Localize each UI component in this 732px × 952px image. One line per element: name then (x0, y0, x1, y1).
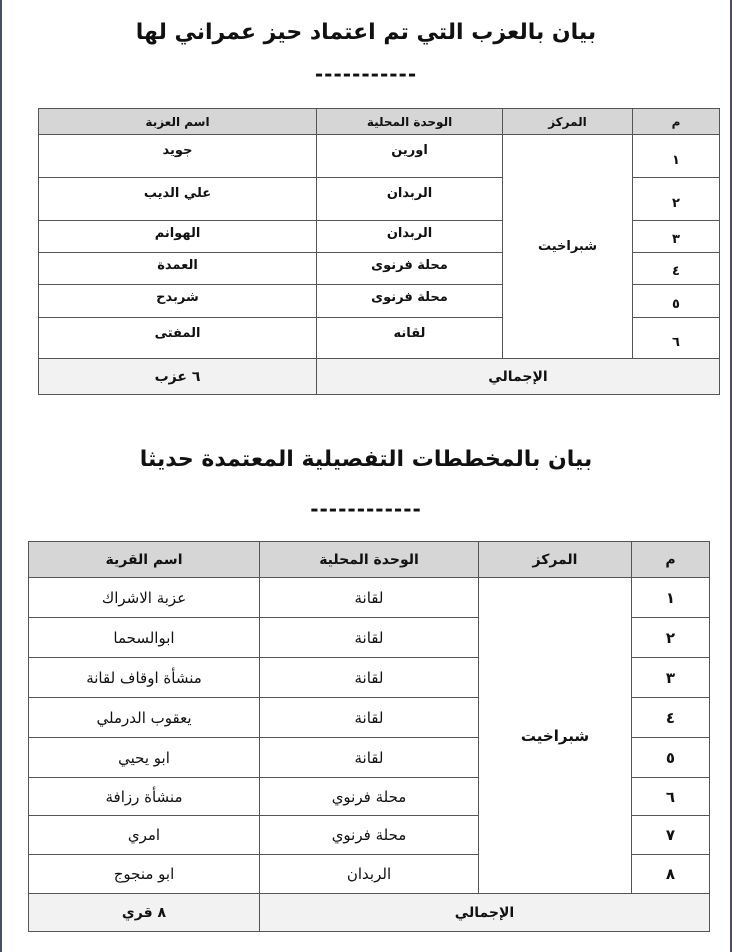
section2-title: بيان بالمخططات التفصيلية المعتمدة حديثا (139, 447, 593, 472)
name-cell: المفتى (39, 318, 317, 359)
name-cell: منشأة اوقاف لقانة (29, 658, 260, 698)
unit-cell: لقانة (260, 578, 479, 618)
name-cell: ابو منجوج (29, 855, 260, 894)
total-value: ٨ قري (29, 894, 260, 932)
row-number: ٧ (632, 816, 710, 855)
row-number: ٨ (632, 855, 710, 894)
total-label: الإجمالي (317, 359, 720, 395)
section1-divider: ----------- (314, 62, 418, 86)
unit-cell: لقانه (317, 318, 503, 359)
unit-cell: محلة فرنوى (317, 285, 503, 318)
unit-cell: لقانة (260, 658, 479, 698)
name-cell: علي الديب (39, 178, 317, 221)
row-number: ٢ (633, 178, 720, 221)
section2-table (28, 541, 710, 932)
table-header-row (39, 109, 720, 135)
row-number: ١ (632, 578, 710, 618)
header-markaz: المركز (503, 109, 633, 135)
name-cell: العمدة (39, 253, 317, 285)
name-cell: ابو يحيي (29, 738, 260, 778)
section2-divider: ------------ (310, 497, 422, 521)
total-row (39, 359, 720, 395)
header-markaz: المركز (479, 542, 632, 578)
header-unit: الوحدة المحلية (260, 542, 479, 578)
header-unit: الوحدة المحلية (317, 109, 503, 135)
table-row (29, 578, 710, 618)
header-m: م (632, 542, 710, 578)
name-cell: شربدح (39, 285, 317, 318)
table-row (39, 135, 720, 178)
total-label: الإجمالي (260, 894, 710, 932)
unit-cell: لقانة (260, 618, 479, 658)
row-number: ٢ (632, 618, 710, 658)
name-cell: عزبة الاشراك (29, 578, 260, 618)
unit-cell: محلة فرنوي (260, 778, 479, 816)
total-row (29, 894, 710, 932)
unit-cell: الربدان (260, 855, 479, 894)
name-cell: الهوانم (39, 221, 317, 253)
unit-cell: الربدان (317, 178, 503, 221)
name-cell: يعقوب الدرملي (29, 698, 260, 738)
name-cell: ابوالسحما (29, 618, 260, 658)
unit-cell: لقانة (260, 738, 479, 778)
name-cell: جويد (39, 135, 317, 178)
name-cell: منشأة رزافة (29, 778, 260, 816)
page-left-edge (0, 0, 2, 952)
unit-cell: محلة فرنوي (260, 816, 479, 855)
table-header-row (29, 542, 710, 578)
row-number: ٦ (632, 778, 710, 816)
row-number: ٣ (633, 221, 720, 253)
unit-cell: محلة فرنوى (317, 253, 503, 285)
row-number: ٤ (633, 253, 720, 285)
header-m: م (633, 109, 720, 135)
row-number: ٦ (633, 318, 720, 359)
name-cell: امري (29, 816, 260, 855)
row-number: ٥ (633, 285, 720, 318)
header-name: اسم القرية (29, 542, 260, 578)
row-number: ٣ (632, 658, 710, 698)
header-name: اسم العزبة (39, 109, 317, 135)
unit-cell: لقانة (260, 698, 479, 738)
row-number: ١ (633, 135, 720, 178)
total-value: ٦ عزب (39, 359, 317, 395)
unit-cell: اورين (317, 135, 503, 178)
row-number: ٥ (632, 738, 710, 778)
markaz-cell: شبراخيت (503, 135, 633, 359)
section1-table (38, 108, 720, 395)
row-number: ٤ (632, 698, 710, 738)
section1-title: بيان بالعزب التي تم اعتماد حيز عمراني لها (135, 20, 597, 45)
markaz-cell: شبراخيت (479, 578, 632, 894)
unit-cell: الربدان (317, 221, 503, 253)
